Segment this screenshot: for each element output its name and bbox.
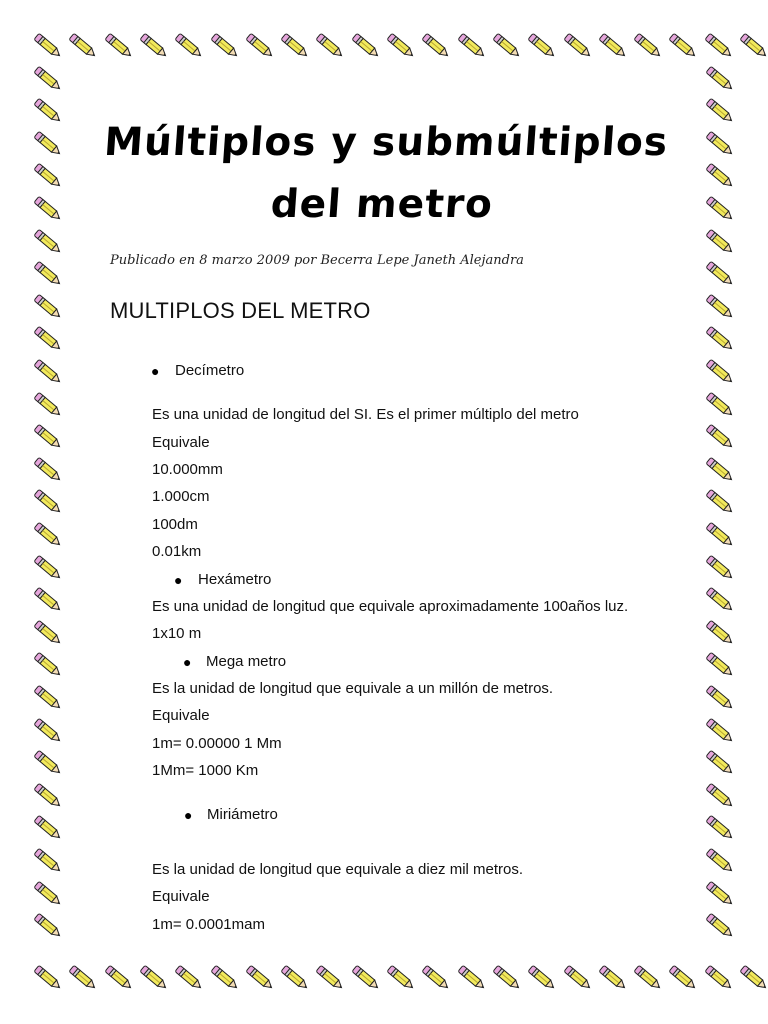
pencil-icon <box>30 289 66 325</box>
hexametro-value: 1x10 m <box>152 625 202 642</box>
pencil-icon <box>701 960 737 996</box>
pencil-icon <box>65 960 101 996</box>
pencil-icon <box>30 158 66 194</box>
pencil-icon <box>702 61 738 97</box>
pencil-icon <box>30 615 66 651</box>
pencil-icon <box>242 960 278 996</box>
pencil-icon <box>702 224 738 260</box>
hexametro-description: Es una unidad de longitud que equivale aproximadamente 100años luz. <box>152 598 629 615</box>
pencil-icon <box>702 810 738 846</box>
pencil-icon <box>136 960 172 996</box>
decimetro-equivale: Equivale <box>152 434 210 451</box>
pencil-icon <box>242 28 278 64</box>
pencil-icon <box>277 960 313 996</box>
decimetro-value: 10.000mm <box>152 461 223 478</box>
pencil-icon <box>702 452 738 488</box>
pencil-icon <box>101 960 137 996</box>
byline: Publicado en 8 marzo 2009 por Becerra Lepe Janeth Alejandra <box>110 253 524 268</box>
pencil-icon <box>30 28 66 64</box>
pencil-icon <box>30 452 66 488</box>
pencil-icon <box>489 28 525 64</box>
pencil-icon <box>702 419 738 455</box>
pencil-icon <box>630 28 666 64</box>
pencil-icon <box>30 387 66 423</box>
pencil-icon <box>30 876 66 912</box>
pencil-icon <box>702 713 738 749</box>
pencil-icon <box>207 960 243 996</box>
pencil-icon <box>30 191 66 227</box>
pencil-icon <box>30 61 66 97</box>
pencil-icon <box>524 28 560 64</box>
pencil-icon <box>418 28 454 64</box>
pencil-icon <box>348 28 384 64</box>
pencil-icon <box>30 517 66 553</box>
pencil-icon <box>30 843 66 879</box>
pencil-icon <box>30 126 66 162</box>
item-decimetro-label: Decímetro <box>175 362 245 379</box>
pencil-icon <box>30 778 66 814</box>
pencil-icon <box>30 908 66 944</box>
pencil-icon <box>736 28 768 64</box>
pencil-icon <box>383 960 419 996</box>
item-miriametro-label: Miriámetro <box>207 806 278 823</box>
pencil-icon <box>702 126 738 162</box>
pencil-icon <box>524 960 560 996</box>
pencil-icon <box>171 960 207 996</box>
item-megametro-label: Mega metro <box>206 653 287 670</box>
decimetro-value: 100dm <box>152 516 198 533</box>
pencil-icon <box>454 28 490 64</box>
pencil-icon <box>702 680 738 716</box>
miriametro-description: Es la unidad de longitud que equivale a diez mil metros. <box>152 861 524 878</box>
pencil-icon <box>702 289 738 325</box>
title-line-2: del metro <box>269 182 495 227</box>
pencil-icon <box>30 224 66 260</box>
pencil-icon <box>383 28 419 64</box>
pencil-icon <box>30 713 66 749</box>
pencil-icon <box>30 484 66 520</box>
bullet-miriametro: ● <box>184 807 193 823</box>
pencil-icon <box>30 647 66 683</box>
pencil-icon <box>702 321 738 357</box>
bullet-decimetro: ● <box>151 363 160 379</box>
decimetro-value: 0.01km <box>152 543 202 560</box>
pencil-icon <box>30 745 66 781</box>
pencil-icon <box>30 550 66 586</box>
pencil-icon <box>702 778 738 814</box>
pencil-icon <box>702 354 738 390</box>
pencil-icon <box>702 256 738 292</box>
pencil-icon <box>30 354 66 390</box>
pencil-icon <box>665 960 701 996</box>
pencil-icon <box>30 321 66 357</box>
pencil-icon <box>702 615 738 651</box>
pencil-icon <box>30 256 66 292</box>
pencil-icon <box>312 28 348 64</box>
pencil-icon <box>665 28 701 64</box>
pencil-icon <box>702 843 738 879</box>
pencil-icon <box>595 28 631 64</box>
pencil-icon <box>30 419 66 455</box>
title-line-1: Múltiplos y submúltiplos <box>102 120 670 165</box>
pencil-icon <box>702 93 738 129</box>
pencil-icon <box>348 960 384 996</box>
pencil-icon <box>702 582 738 618</box>
pencil-icon <box>702 647 738 683</box>
pencil-icon <box>30 960 66 996</box>
pencil-icon <box>702 484 738 520</box>
pencil-icon <box>560 28 596 64</box>
item-hexametro-label: Hexámetro <box>198 571 272 588</box>
pencil-icon <box>30 582 66 618</box>
pencil-icon <box>136 28 172 64</box>
pencil-icon <box>277 28 313 64</box>
pencil-icon <box>30 810 66 846</box>
pencil-icon <box>30 93 66 129</box>
section-heading: MULTIPLOS DEL METRO <box>110 298 371 323</box>
pencil-icon <box>736 960 768 996</box>
megametro-description: Es la unidad de longitud que equivale a un millón de metros. <box>152 680 554 697</box>
bullet-hexametro: ● <box>174 572 183 588</box>
pencil-icon <box>702 387 738 423</box>
megametro-value: 1Mm= 1000 Km <box>152 762 259 779</box>
pencil-icon <box>702 876 738 912</box>
pencil-icon <box>65 28 101 64</box>
decimetro-description: Es una unidad de longitud del SI. Es el primer múltiplo del metro <box>152 406 579 423</box>
pencil-icon <box>702 517 738 553</box>
pencil-icon <box>702 745 738 781</box>
pencil-icon <box>418 960 454 996</box>
pencil-icon <box>207 28 243 64</box>
pencil-icon <box>702 191 738 227</box>
pencil-icon <box>702 908 738 944</box>
page-title <box>96 112 673 236</box>
pencil-icon <box>630 960 666 996</box>
pencil-icon <box>454 960 490 996</box>
pencil-icon <box>702 158 738 194</box>
megametro-value: 1m= 0.00000 1 Mm <box>152 735 282 752</box>
pencil-icon <box>489 960 525 996</box>
pencil-icon <box>701 28 737 64</box>
pencil-icon <box>312 960 348 996</box>
pencil-icon <box>702 550 738 586</box>
pencil-icon <box>560 960 596 996</box>
miriametro-value: 1m= 0.0001mam <box>152 916 265 933</box>
pencil-icon <box>101 28 137 64</box>
megametro-equivale: Equivale <box>152 707 210 724</box>
pencil-icon <box>595 960 631 996</box>
decimetro-value: 1.000cm <box>152 488 210 505</box>
bullet-megametro: ● <box>183 654 192 670</box>
miriametro-equivale: Equivale <box>152 888 210 905</box>
pencil-icon <box>30 680 66 716</box>
pencil-icon <box>171 28 207 64</box>
